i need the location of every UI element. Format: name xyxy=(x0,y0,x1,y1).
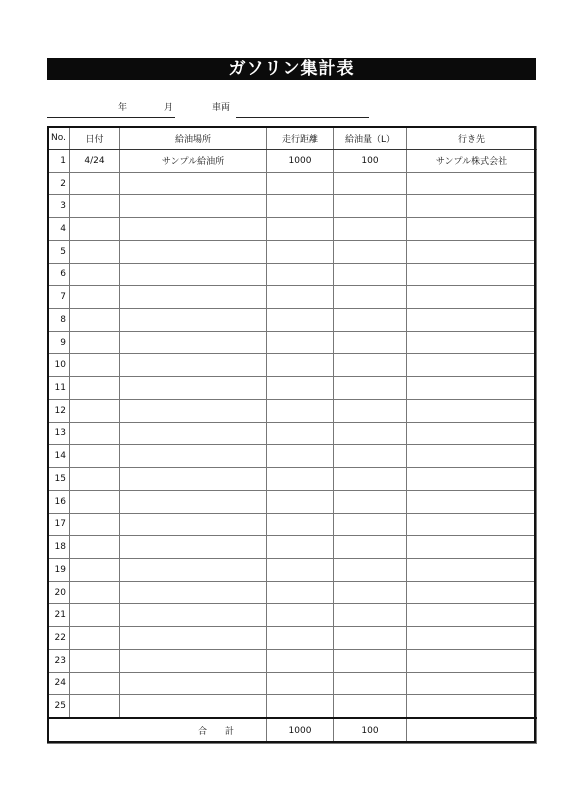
row-place xyxy=(120,354,267,377)
row-no: 8 xyxy=(48,309,70,332)
row-place xyxy=(120,422,267,445)
row-destination xyxy=(407,490,537,513)
row-fuel xyxy=(334,490,407,513)
row-distance: 1000 xyxy=(267,150,334,173)
row-distance xyxy=(267,240,334,263)
row-place xyxy=(120,649,267,672)
row-distance xyxy=(267,581,334,604)
row-date xyxy=(70,695,120,718)
fuel-table xyxy=(47,126,537,744)
row-fuel xyxy=(334,604,407,627)
row-destination xyxy=(407,536,537,559)
row-destination xyxy=(407,263,537,286)
row-fuel xyxy=(334,240,407,263)
row-fuel xyxy=(334,422,407,445)
row-no: 22 xyxy=(48,627,70,650)
row-date xyxy=(70,172,120,195)
row-place xyxy=(120,536,267,559)
row-destination: サンプル株式会社 xyxy=(407,150,537,173)
row-distance xyxy=(267,468,334,491)
row-date xyxy=(70,672,120,695)
row-place xyxy=(120,558,267,581)
row-distance xyxy=(267,445,334,468)
row-place xyxy=(120,513,267,536)
row-no: 12 xyxy=(48,399,70,422)
vehicle-label: 車両 xyxy=(212,103,231,113)
row-place xyxy=(120,399,267,422)
row-place xyxy=(120,218,267,241)
total-distance: 1000 xyxy=(267,718,334,744)
row-distance xyxy=(267,558,334,581)
row-destination xyxy=(407,377,537,400)
row-fuel xyxy=(334,331,407,354)
row-place xyxy=(120,490,267,513)
row-destination xyxy=(407,218,537,241)
row-date xyxy=(70,468,120,491)
row-destination xyxy=(407,581,537,604)
row-place xyxy=(120,604,267,627)
col-fuel: 給油量（L） xyxy=(334,127,407,150)
col-no: No. xyxy=(48,127,70,150)
row-date xyxy=(70,558,120,581)
table-row xyxy=(48,536,537,559)
table-row xyxy=(48,172,537,195)
row-no: 19 xyxy=(48,558,70,581)
table-row xyxy=(48,263,537,286)
row-place xyxy=(120,309,267,332)
col-place: 給油場所 xyxy=(120,127,267,150)
row-fuel xyxy=(334,377,407,400)
row-fuel xyxy=(334,581,407,604)
row-no: 5 xyxy=(48,240,70,263)
row-place xyxy=(120,695,267,718)
row-distance xyxy=(267,172,334,195)
row-no: 20 xyxy=(48,581,70,604)
row-date xyxy=(70,536,120,559)
row-place xyxy=(120,627,267,650)
table-row xyxy=(48,331,537,354)
row-distance xyxy=(267,309,334,332)
row-destination xyxy=(407,354,537,377)
row-place xyxy=(120,468,267,491)
row-date xyxy=(70,286,120,309)
row-fuel xyxy=(334,695,407,718)
row-fuel xyxy=(334,445,407,468)
row-no: 24 xyxy=(48,672,70,695)
row-fuel xyxy=(334,354,407,377)
table-row xyxy=(48,309,537,332)
row-place xyxy=(120,195,267,218)
row-no: 13 xyxy=(48,422,70,445)
row-date: 4/24 xyxy=(70,150,120,173)
row-destination xyxy=(407,240,537,263)
row-no: 6 xyxy=(48,263,70,286)
row-distance xyxy=(267,536,334,559)
row-fuel xyxy=(334,672,407,695)
vehicle-underline xyxy=(236,117,369,118)
row-no: 11 xyxy=(48,377,70,400)
table-row xyxy=(48,627,537,650)
row-destination xyxy=(407,331,537,354)
total-row xyxy=(48,718,537,744)
row-fuel xyxy=(334,558,407,581)
row-no: 17 xyxy=(48,513,70,536)
row-destination xyxy=(407,672,537,695)
table-row xyxy=(48,422,537,445)
table-row xyxy=(48,604,537,627)
col-destination: 行き先 xyxy=(407,127,537,150)
row-place xyxy=(120,240,267,263)
month-label: 月 xyxy=(164,103,174,113)
row-destination xyxy=(407,399,537,422)
row-destination xyxy=(407,309,537,332)
row-distance xyxy=(267,513,334,536)
table-row xyxy=(48,218,537,241)
page-title: ガソリン集計表 xyxy=(228,59,355,79)
table-row xyxy=(48,286,537,309)
row-date xyxy=(70,422,120,445)
row-fuel xyxy=(334,627,407,650)
row-date xyxy=(70,195,120,218)
table-row xyxy=(48,445,537,468)
row-destination xyxy=(407,195,537,218)
row-date xyxy=(70,627,120,650)
row-destination xyxy=(407,558,537,581)
row-fuel xyxy=(334,513,407,536)
row-date xyxy=(70,218,120,241)
col-date: 日付 xyxy=(70,127,120,150)
row-destination xyxy=(407,649,537,672)
row-distance xyxy=(267,263,334,286)
row-no: 9 xyxy=(48,331,70,354)
row-destination xyxy=(407,468,537,491)
row-date xyxy=(70,309,120,332)
row-date xyxy=(70,240,120,263)
row-distance xyxy=(267,195,334,218)
row-distance xyxy=(267,399,334,422)
table-row xyxy=(48,581,537,604)
row-date xyxy=(70,331,120,354)
row-fuel xyxy=(334,218,407,241)
row-fuel xyxy=(334,468,407,491)
row-fuel xyxy=(334,172,407,195)
row-no: 1 xyxy=(48,150,70,173)
row-fuel xyxy=(334,309,407,332)
table-row xyxy=(48,558,537,581)
row-place xyxy=(120,581,267,604)
row-date xyxy=(70,354,120,377)
row-distance xyxy=(267,695,334,718)
row-no: 7 xyxy=(48,286,70,309)
table-row xyxy=(48,195,537,218)
table-row xyxy=(48,695,537,718)
row-destination xyxy=(407,513,537,536)
row-no: 25 xyxy=(48,695,70,718)
row-destination xyxy=(407,604,537,627)
row-date xyxy=(70,604,120,627)
row-place xyxy=(120,445,267,468)
row-fuel xyxy=(334,536,407,559)
row-no: 14 xyxy=(48,445,70,468)
table-row xyxy=(48,513,537,536)
row-no: 16 xyxy=(48,490,70,513)
row-destination xyxy=(407,172,537,195)
row-distance xyxy=(267,490,334,513)
row-destination xyxy=(407,445,537,468)
row-fuel xyxy=(334,649,407,672)
table-row xyxy=(48,490,537,513)
row-distance xyxy=(267,627,334,650)
row-destination xyxy=(407,286,537,309)
row-distance xyxy=(267,354,334,377)
table-row xyxy=(48,649,537,672)
row-no: 21 xyxy=(48,604,70,627)
row-distance xyxy=(267,422,334,445)
row-fuel xyxy=(334,263,407,286)
row-no: 2 xyxy=(48,172,70,195)
row-no: 4 xyxy=(48,218,70,241)
row-no: 18 xyxy=(48,536,70,559)
table-row xyxy=(48,377,537,400)
row-fuel: 100 xyxy=(334,150,407,173)
total-destination xyxy=(407,718,537,744)
table-row xyxy=(48,354,537,377)
row-date xyxy=(70,263,120,286)
row-place xyxy=(120,286,267,309)
table-row xyxy=(48,672,537,695)
title-bar xyxy=(47,58,536,80)
row-date xyxy=(70,581,120,604)
row-destination xyxy=(407,627,537,650)
row-date xyxy=(70,649,120,672)
header-row xyxy=(48,127,537,150)
row-date xyxy=(70,490,120,513)
row-distance xyxy=(267,331,334,354)
row-fuel xyxy=(334,399,407,422)
row-place: サンプル給油所 xyxy=(120,150,267,173)
table-row xyxy=(48,399,537,422)
row-date xyxy=(70,513,120,536)
row-place xyxy=(120,172,267,195)
row-no: 15 xyxy=(48,468,70,491)
row-destination xyxy=(407,422,537,445)
row-no: 3 xyxy=(48,195,70,218)
total-label: 合 計 xyxy=(48,718,267,744)
row-place xyxy=(120,672,267,695)
col-distance: 走行距離 xyxy=(267,127,334,150)
table-row xyxy=(48,240,537,263)
row-distance xyxy=(267,604,334,627)
total-fuel: 100 xyxy=(334,718,407,744)
table-row xyxy=(48,150,537,173)
date-underline xyxy=(47,117,175,118)
row-fuel xyxy=(334,286,407,309)
row-place xyxy=(120,377,267,400)
row-destination xyxy=(407,695,537,718)
row-no: 23 xyxy=(48,649,70,672)
row-distance xyxy=(267,649,334,672)
row-date xyxy=(70,377,120,400)
table-row xyxy=(48,468,537,491)
row-no: 10 xyxy=(48,354,70,377)
row-distance xyxy=(267,672,334,695)
row-place xyxy=(120,331,267,354)
row-distance xyxy=(267,377,334,400)
row-distance xyxy=(267,218,334,241)
row-distance xyxy=(267,286,334,309)
row-date xyxy=(70,399,120,422)
row-place xyxy=(120,263,267,286)
year-label: 年 xyxy=(118,103,128,113)
row-date xyxy=(70,445,120,468)
row-fuel xyxy=(334,195,407,218)
